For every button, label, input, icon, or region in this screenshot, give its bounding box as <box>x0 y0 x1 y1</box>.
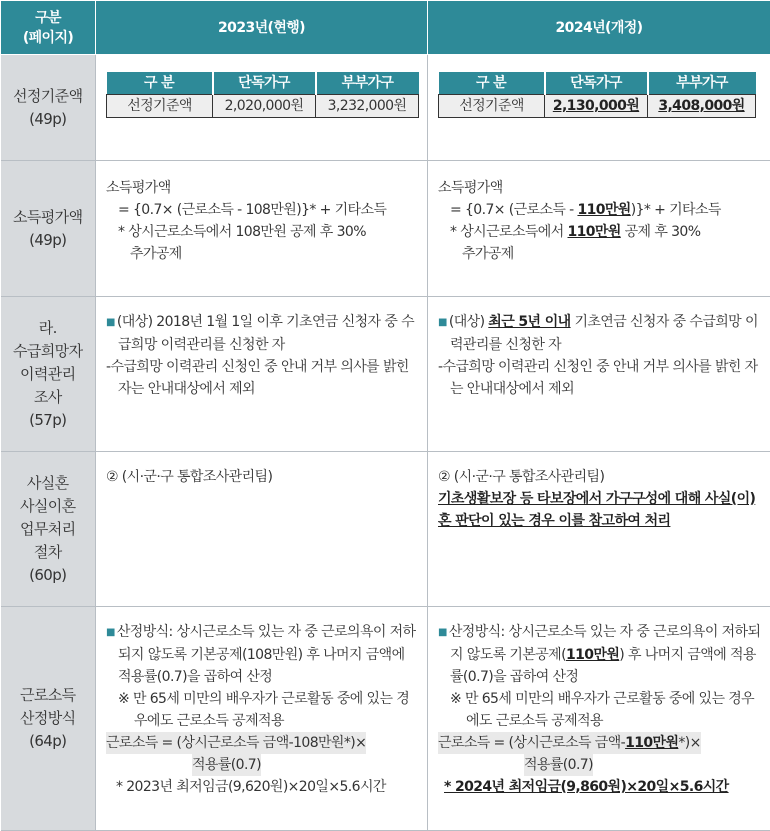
bullet-item: ■ 산정방식: 상시근로소득 있는 자 중 근로의욕이 저하되지 않도록 기본공제(108만원) 후 나머지 금액에 적용률(0.7)을 곱하여 산정 <box>106 624 416 685</box>
header-category: 구분 (페이지) <box>1 1 96 55</box>
formula-line: 근로소득 = (상시근로소득 금액-110만원*)× <box>438 732 761 754</box>
square-bullet-icon: ■ <box>438 317 447 328</box>
text-line: * 상시근로소득에서 110만원 공제 후 30% <box>450 224 701 240</box>
formula-line: 적용률(0.7) <box>438 754 761 776</box>
history-2024 <box>428 297 770 452</box>
inner-cell: 2,130,000원 <box>545 95 648 118</box>
inner-cell: 3,232,000원 <box>316 95 419 118</box>
square-bullet-icon: ■ <box>438 627 447 638</box>
note-item: ※ 만 65세 미만의 배우자가 근로활동 중에 있는 경우에도 근로소득 공제적용 <box>118 691 410 729</box>
inner-header: 부부가구 <box>648 72 756 95</box>
text-line: ② (시·군·구 통합조사관리팀) <box>106 469 273 485</box>
text-line: 소득평가액 <box>438 180 503 196</box>
square-bullet-icon: ■ <box>106 317 115 328</box>
text-line: = {0.7× (근로소득 - 108만원)}* + 기타소득 <box>118 202 387 218</box>
text-line: 추가공제 <box>462 246 514 262</box>
revised-text: 기초생활보장 등 타보장에서 가구구성에 대해 사실(이)혼 판단이 있는 경우 이를 참고하여 처리 <box>438 491 756 529</box>
row-history-survey <box>1 297 770 452</box>
formula-line: 근로소득 = (상시근로소득 금액-108만원*)× <box>106 732 418 754</box>
threshold-2023-table <box>106 72 419 118</box>
row-threshold <box>1 55 770 161</box>
text-line: 소득평가액 <box>106 180 171 196</box>
income-eval-2024 <box>428 161 770 297</box>
defacto-2024 <box>428 452 770 607</box>
dash-item: -수급희망 이력관리 신청인 중 안내 거부 의사를 밝힌 자는 안내대상에서 제외 <box>438 359 758 397</box>
row-label: 소득평가액 (49p) <box>1 161 96 297</box>
footnote: * 2023년 최저임금(9,620원)×20일×5.6시간 <box>116 779 386 795</box>
row-label: 선정기준액 (49p) <box>1 55 96 161</box>
earned-2024 <box>428 607 770 831</box>
dash-item: -수급희망 이력관리 신청인 중 안내 거부 의사를 밝힌 자는 안내대상에서 제외 <box>106 359 409 397</box>
inner-cell: 3,408,000원 <box>648 95 756 118</box>
text-line: ② (시·군·구 통합조사관리팀) <box>438 469 605 485</box>
row-label: 근로소득 산정방식 (64p) <box>1 607 96 831</box>
income-eval-2023 <box>96 161 428 297</box>
row-label: 사실혼 사실이혼 업무처리 절차 (60p) <box>1 452 96 607</box>
bullet-item: ■ (대상) 2018년 1월 1일 이후 기초연금 신청자 중 수급희망 이력관리를 신청한 자 <box>106 314 415 353</box>
inner-cell: 선정기준액 <box>439 95 545 118</box>
inner-header: 단독가구 <box>545 72 648 95</box>
formula-line: 적용률(0.7) <box>106 754 418 776</box>
inner-cell: 선정기준액 <box>107 95 213 118</box>
inner-header: 구 분 <box>439 72 545 95</box>
bullet-item: ■ 산정방식: 상시근로소득 있는 자 중 근로의욕이 저하되지 않도록 기본공제(110만원) 후 나머지 금액에 적용률(0.7)을 곱하여 산정 <box>438 624 761 685</box>
text-line: = {0.7× (근로소득 - 110만원)}* + 기타소득 <box>450 202 721 218</box>
row-label: 라. 수급희망자 이력관리 조사 (57p) <box>1 297 96 452</box>
footnote: * 2024년 최저임금(9,860원)×20일×5.6시간 <box>444 779 729 795</box>
row-de-facto <box>1 452 770 607</box>
inner-header: 부부가구 <box>316 72 419 95</box>
earned-2023 <box>96 607 428 831</box>
text-line: 추가공제 <box>130 246 182 262</box>
bullet-item: ■ (대상) 최근 5년 이내 기초연금 신청자 중 수급희망 이력관리를 신청한 자 <box>438 314 758 353</box>
threshold-2024-table <box>438 72 756 118</box>
inner-cell: 2,020,000원 <box>213 95 316 118</box>
note-item: ※ 만 65세 미만의 배우자가 근로활동 중에 있는 경우에도 근로소득 공제적용 <box>450 691 755 729</box>
header-row <box>1 1 770 55</box>
row-earned-income <box>1 607 770 831</box>
history-2023 <box>96 297 428 452</box>
threshold-2023-cell <box>96 55 428 161</box>
defacto-2023 <box>96 452 428 607</box>
row-income-eval <box>1 161 770 297</box>
header-2024: 2024년(개정) <box>428 1 770 55</box>
inner-header: 구 분 <box>107 72 213 95</box>
header-2023: 2023년(현행) <box>96 1 428 55</box>
inner-header: 단독가구 <box>213 72 316 95</box>
threshold-2024-cell <box>428 55 770 161</box>
square-bullet-icon: ■ <box>106 627 115 638</box>
text-line: * 상시근로소득에서 108만원 공제 후 30% <box>118 224 366 240</box>
